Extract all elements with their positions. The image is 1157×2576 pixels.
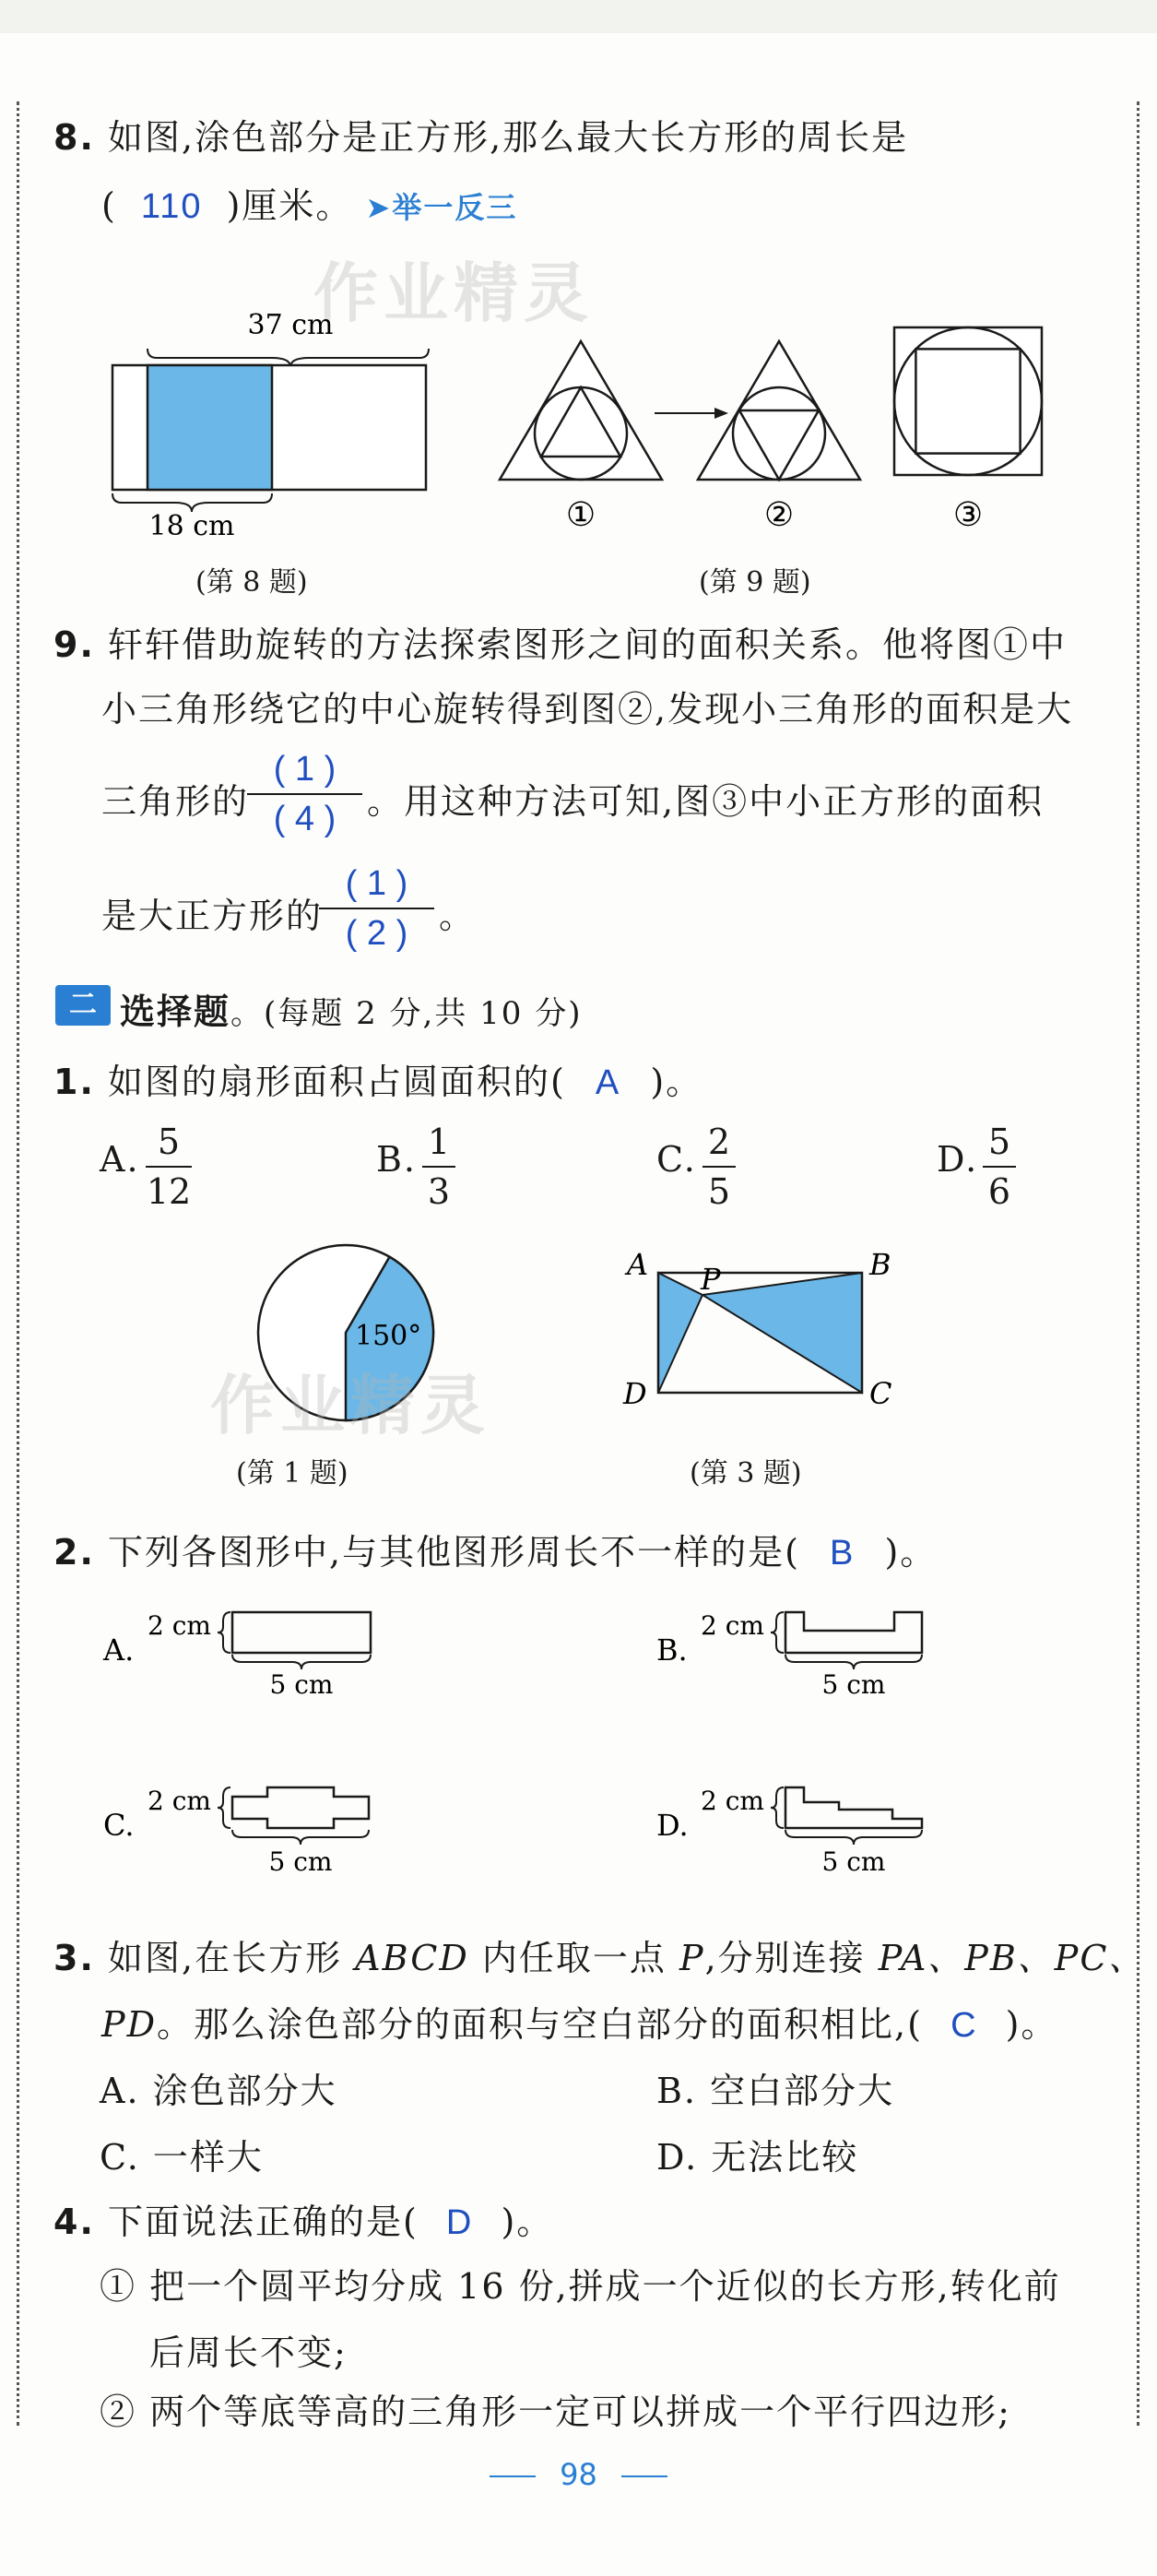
section-badge: 二: [55, 985, 111, 1026]
fraction-bar: [247, 793, 362, 795]
question-number: 2.: [53, 1532, 95, 1573]
fraction-bar: [319, 908, 434, 909]
c3-option-a: A. 涂色部分大: [100, 2071, 337, 2111]
c4-statement-1: ① 把一个圆平均分成 16 份,拼成一个近似的长方形,转化前: [100, 2266, 1061, 2307]
opt-c-height: 2 cm: [148, 1786, 211, 1816]
fraction-denominator: ( 2 ): [345, 914, 408, 953]
fraction-denominator: 3: [427, 1171, 451, 1212]
vertex-c: C: [869, 1376, 892, 1411]
opt-d-height: 2 cm: [701, 1786, 764, 1816]
opt-c-letter: C.: [103, 1808, 135, 1843]
c3-option-d: D. 无法比较: [656, 2137, 859, 2178]
watermark: 作业精灵: [313, 255, 594, 331]
fraction-answer-2: [319, 863, 434, 954]
page-number: [0, 2457, 1157, 2492]
question-text-end: )。: [1005, 2004, 1058, 2045]
watermark: 作业精灵: [210, 1368, 490, 1443]
opt-c-width: 5 cm: [268, 1846, 333, 1877]
opt-b-width: 5 cm: [821, 1669, 886, 1700]
choice-1-line: [53, 1053, 702, 1104]
fraction-denominator: 6: [987, 1171, 1011, 1212]
c1-option-a-frac: [146, 1122, 192, 1212]
caption-c1: (第 1 题): [236, 1457, 348, 1490]
answer-text: B: [829, 1534, 856, 1573]
question-9-line3-pre: 三角形的: [101, 781, 250, 822]
question-9-line3-post: 。用这种方法可知,图③中小正方形的面积: [367, 781, 1045, 822]
c1-option-b-letter: B.: [376, 1139, 418, 1180]
opt-b-height: 2 cm: [701, 1610, 764, 1641]
caption-c3: (第 3 题): [690, 1457, 802, 1490]
question-9-line1: [53, 616, 1067, 667]
question-8-line2: [101, 177, 517, 228]
angle-label: 150°: [355, 1320, 422, 1352]
choice-4-line: [53, 2193, 553, 2244]
question-text: ,分别连接: [704, 1938, 866, 1978]
question-text: 如图的扇形面积占圆面积的(: [107, 1062, 566, 1102]
fig9-shape-3: [894, 327, 1042, 475]
paren: (: [101, 185, 117, 226]
fig9-shape-1: [500, 341, 662, 480]
figures-c2: [92, 1597, 959, 1893]
page-number-text: 98: [560, 2457, 597, 2492]
label-18cm: 18 cm: [148, 510, 235, 542]
fraction-numerator: 2: [707, 1122, 731, 1162]
fraction-denominator: 12: [146, 1171, 192, 1212]
fraction-numerator: 1: [427, 1122, 451, 1162]
fig-label-1: ①: [565, 496, 596, 534]
fig-label-2: ②: [763, 496, 795, 534]
section-title: [120, 983, 582, 1034]
question-text-end: )。: [501, 2202, 554, 2242]
label-37cm: 37 cm: [247, 309, 334, 341]
figure-q9: [500, 327, 1042, 534]
c1-option-d-letter: D.: [937, 1139, 979, 1180]
choice-2-line: [53, 1524, 937, 1574]
fraction-numerator: 5: [987, 1122, 1011, 1162]
opt-d-letter: D.: [656, 1808, 689, 1843]
fraction-answer-1: [247, 749, 362, 839]
question-text: 下面说法正确的是(: [107, 2202, 419, 2242]
section-title-text: 选择题: [120, 991, 231, 1032]
opt-b-letter: B.: [656, 1632, 688, 1668]
figures-q8-q9: [101, 304, 1069, 581]
question-text: 轩轩借助旋转的方法探索图形之间的面积关系。他将图①中: [107, 624, 1067, 665]
question-number: 4.: [53, 2202, 95, 2242]
fraction-numerator: ( 1 ): [345, 864, 408, 903]
right-dotted-border: [1137, 101, 1139, 2426]
c3-option-b: B. 空白部分大: [656, 2071, 895, 2111]
segment-names: PA、PB、PC、: [878, 1938, 1146, 1978]
choice-3-line1: [53, 1929, 1145, 1980]
fig-label-3: ③: [952, 496, 984, 534]
opt-a-width: 5 cm: [269, 1669, 334, 1700]
fraction-numerator: 5: [157, 1122, 181, 1162]
c4-statement-1-cont: 后周长不变;: [149, 2333, 348, 2373]
caption-q9: (第 9 题): [699, 566, 811, 599]
figure-c3-rectangle: [622, 1247, 891, 1411]
question-9-line2: 小三角形绕它的中心旋转得到图②,发现小三角形的面积是大: [101, 689, 1074, 730]
c4-statement-2: ② 两个等底等高的三角形一定可以拼成一个平行四边形;: [100, 2392, 1011, 2432]
fraction-numerator: ( 1 ): [273, 750, 336, 789]
question-text: 下列各图形中,与其他图形周长不一样的是(: [107, 1532, 800, 1573]
vertex-d: D: [623, 1376, 647, 1411]
top-band: [0, 0, 1157, 33]
left-dotted-border: [17, 101, 19, 2426]
unit-text: )厘米。: [226, 185, 353, 226]
question-text: 如图,在长方形: [107, 1938, 343, 1978]
answer-text: D: [445, 2203, 474, 2242]
question-number: 9.: [53, 624, 95, 665]
c3-option-c: C. 一样大: [100, 2137, 264, 2178]
segment-name: PD: [101, 2004, 158, 2045]
question-text-end: )。: [650, 1062, 703, 1102]
answer-text: 110: [140, 187, 203, 226]
point-p: P: [701, 1262, 721, 1297]
question-text-end: )。: [884, 1532, 938, 1573]
c1-option-a-letter: A.: [100, 1139, 140, 1180]
question-number: 3.: [53, 1938, 95, 1978]
opt-d-width: 5 cm: [821, 1846, 886, 1877]
c1-option-c-frac: [702, 1122, 736, 1212]
extension-link[interactable]: ➤举一反三: [365, 190, 518, 225]
answer-text: A: [595, 1063, 621, 1102]
question-text: 。那么涂色部分的面积与空白部分的面积相比,(: [157, 2004, 923, 2045]
question-number: 1.: [53, 1062, 95, 1102]
fraction-denominator: 5: [707, 1171, 731, 1212]
question-8-line1: [53, 109, 908, 160]
c1-option-d-frac: [983, 1122, 1016, 1212]
c1-option-c-letter: C.: [656, 1139, 697, 1180]
figure-q8: [112, 309, 429, 542]
vertex-b: B: [869, 1247, 891, 1282]
question-number: 8.: [53, 117, 95, 158]
rect-name: ABCD: [355, 1938, 469, 1978]
opt-a-letter: A.: [103, 1632, 135, 1668]
fraction-denominator: ( 4 ): [273, 800, 336, 838]
vertex-a: A: [627, 1247, 649, 1282]
caption-q8: (第 8 题): [195, 566, 308, 599]
opt-a-height: 2 cm: [148, 1610, 211, 1641]
fig9-shape-2: [698, 341, 860, 480]
choice-3-line2: [101, 1996, 1057, 2047]
question-9-line4-pre: 是大正方形的: [101, 896, 324, 936]
point-name: P: [679, 1938, 705, 1978]
c1-option-b-frac: [422, 1122, 455, 1212]
question-text: 如图,涂色部分是正方形,那么最大长方形的周长是: [107, 117, 909, 158]
question-9-line4-post: 。: [439, 896, 477, 936]
section-note: 。(每题 2 分,共 10 分): [230, 995, 583, 1032]
question-text: 内任取一点: [481, 1938, 667, 1978]
answer-text: C: [950, 2006, 978, 2045]
